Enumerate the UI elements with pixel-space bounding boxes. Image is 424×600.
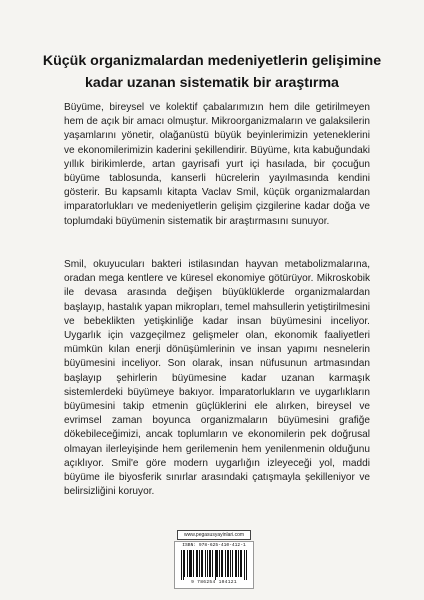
barcode-icon <box>181 550 247 580</box>
cover-headline: Küçük organizmalardan medeniyetlerin gelişimine kadar uzanan sistematik bir araştırma <box>42 53 382 91</box>
blurb-paragraph-1: Büyüme, bireysel ve kolektif çabalarımızın hem dile getirilmeyen hem de açık bir amacı olmuştur. Mikroorganizmaların ve galaksilerin yaşamlarını yönetir, olağanüstü büyük beyinlerimizin yeteneklerini ve ekonomilerimizin kaderini şekillendirir. Büyüme, kıta kabuğundaki yıllık birikimlerde, artan gayrisafi yurt içi hasılada, bir çocuğun büyüme tablosunda, kanserli hücrelerin yayılmasında kendini gösterir. Bu kapsamlı kitapta Vaclav Smil, küçük organizmalardan imparatorlukları ve medeniyetlerin gelişim çizgilerine kadar doğa ve toplumdaki büyümenin sistematik bir araştırmasını sunuyor. <box>64 102 370 227</box>
isbn-number: 9 786254 104121 <box>191 580 237 585</box>
publisher-url: www.pegasusyayinlari.com <box>177 530 251 540</box>
isbn-label: ISBN: 978-625-410-412-1 <box>182 543 246 548</box>
isbn-barcode-block <box>174 541 254 589</box>
blurb-paragraph-2: Smil, okuyucuları bakteri istilasından hayvan metabolizmalarına, oradan mega kentlere ve küresel ekonomiye götürüyor. Mikroskobik ile devasa arasında değişen büyüklüklerde organizmalardan başlayıp, hastalık yapan mikropları, temel mahsullerin yetiştirilmesini ve bebeklikten yetişkinliğe kadar insan büyümesini inceliyor. Uygarlık için vazgeçilmez gelişmeler olan, ekonomik faaliyetleri mümkün kılan enerji dönüşümlerinin ve insan yapımı nesnelerin büyümesini inceliyor. Son olarak, insan nüfusunun artmasından başlayıp şehirlerin büyümesine kadar uzanan karmaşık sistemlerdeki büyümeye bakıyor. İmparatorlukların ve uygarlıkların büyümesini takip etmenin güçlüklerini ele alırken, bireysel ve evrimsel zaman boyunca organizmaların büyümesini grafiğe dökebileceğimizi, ancak toplumların ve ekonomilerin pek doğrusal olmayan ilerleyişinde hem gerilemenin hem yenilenmenin olduğunu açıklıyor. Smil'e göre modern uygarlığın izleyeceği yol, maddi büyüme ile biyosferik sınırlar arasındaki çatışmayla şekilleniyor ve belirsizliğini koruyor. <box>64 259 370 498</box>
